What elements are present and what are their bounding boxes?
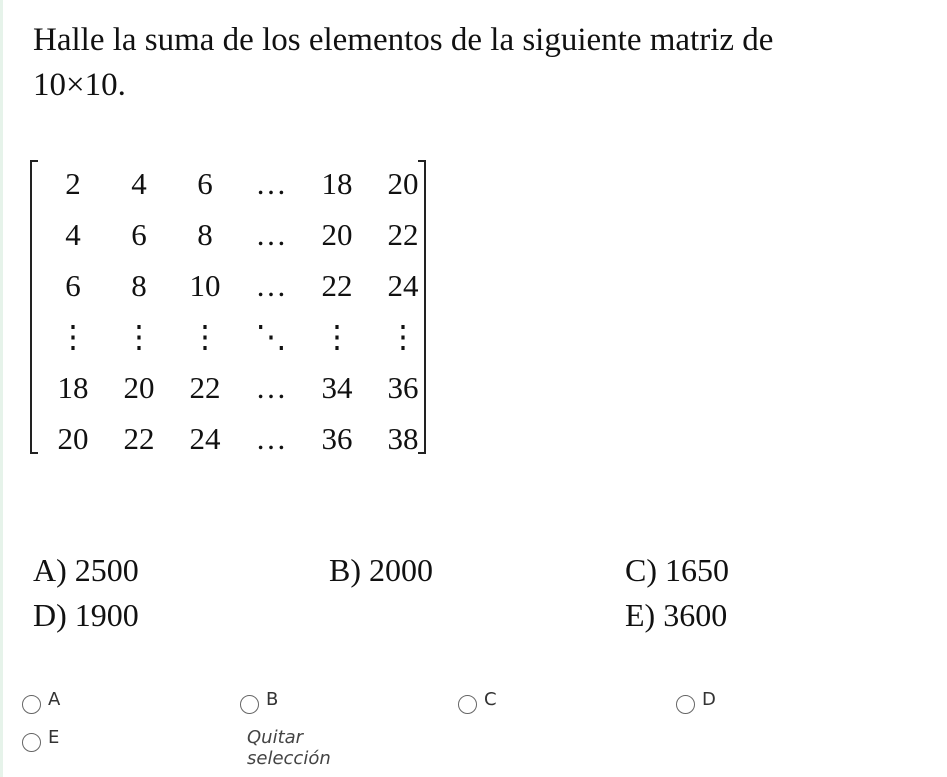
matrix-cell: … — [255, 165, 287, 201]
option-c-text: C) 1650 — [625, 552, 729, 588]
matrix-cell: … — [255, 420, 287, 456]
matrix-cell: 20 — [387, 165, 419, 201]
matrix — [30, 158, 430, 458]
matrix-cell: 4 — [131, 165, 147, 201]
matrix-left-bracket — [30, 160, 38, 454]
matrix-cell: ⋮ — [123, 318, 155, 354]
matrix-cell: 4 — [65, 216, 81, 252]
radio-circle-icon[interactable] — [676, 695, 695, 714]
radio-circle-icon[interactable] — [458, 695, 477, 714]
option-e-text: E) 3600 — [625, 597, 728, 633]
matrix-cell: ⋮ — [57, 318, 89, 354]
matrix-cell: 22 — [321, 267, 353, 303]
radio-label-a: A — [48, 689, 61, 710]
matrix-cell: 22 — [387, 216, 419, 252]
option-a-text: A) 2500 — [33, 552, 139, 588]
matrix-cell: ⋱ — [255, 318, 287, 354]
clear-selection-link[interactable]: Quitar selección — [247, 727, 331, 769]
radio-option-e[interactable] — [22, 727, 60, 753]
matrix-cell: 38 — [387, 420, 419, 456]
matrix-cell: 24 — [189, 420, 221, 456]
question-line-2: 10×10. — [33, 67, 126, 103]
matrix-cell: 2 — [65, 165, 81, 201]
matrix-cell: ⋮ — [189, 318, 221, 354]
radio-label-c: C — [484, 689, 497, 710]
matrix-cell: 36 — [387, 369, 419, 405]
left-border — [0, 0, 3, 777]
radio-option-c[interactable] — [458, 689, 497, 715]
radio-label-b: B — [266, 689, 279, 710]
radio-label-e: E — [48, 727, 60, 748]
matrix-cell: 20 — [321, 216, 353, 252]
radio-label-d: D — [702, 689, 716, 710]
radio-option-b[interactable] — [240, 689, 279, 715]
matrix-cell: ⋮ — [387, 318, 419, 354]
matrix-cell: 6 — [65, 267, 81, 303]
option-d-text: D) 1900 — [33, 597, 139, 633]
matrix-cell: 10 — [189, 267, 221, 303]
matrix-cell: … — [255, 267, 287, 303]
matrix-grid — [40, 158, 436, 464]
radio-option-d[interactable] — [676, 689, 716, 715]
matrix-cell: 6 — [131, 216, 147, 252]
matrix-cell: 24 — [387, 267, 419, 303]
matrix-cell: 34 — [321, 369, 353, 405]
answer-options — [33, 552, 913, 642]
matrix-cell: 18 — [321, 165, 353, 201]
radio-circle-icon[interactable] — [22, 695, 41, 714]
matrix-cell: 8 — [197, 216, 213, 252]
matrix-cell: ⋮ — [321, 318, 353, 354]
option-b-text: B) 2000 — [329, 552, 433, 588]
matrix-cell: 8 — [131, 267, 147, 303]
matrix-cell: … — [255, 369, 287, 405]
matrix-cell: 20 — [57, 420, 89, 456]
matrix-cell: … — [255, 216, 287, 252]
matrix-cell: 18 — [57, 369, 89, 405]
question-line-1: Halle la suma de los elementos de la siguiente matriz de — [33, 22, 774, 58]
matrix-cell: 22 — [123, 420, 155, 456]
matrix-cell: 22 — [189, 369, 221, 405]
radio-option-a[interactable] — [22, 689, 61, 715]
radio-circle-icon[interactable] — [240, 695, 259, 714]
matrix-cell: 20 — [123, 369, 155, 405]
matrix-cell: 36 — [321, 420, 353, 456]
option-spacer — [329, 597, 625, 642]
matrix-cell: 6 — [197, 165, 213, 201]
question-text — [33, 18, 933, 108]
radio-circle-icon[interactable] — [22, 733, 41, 752]
